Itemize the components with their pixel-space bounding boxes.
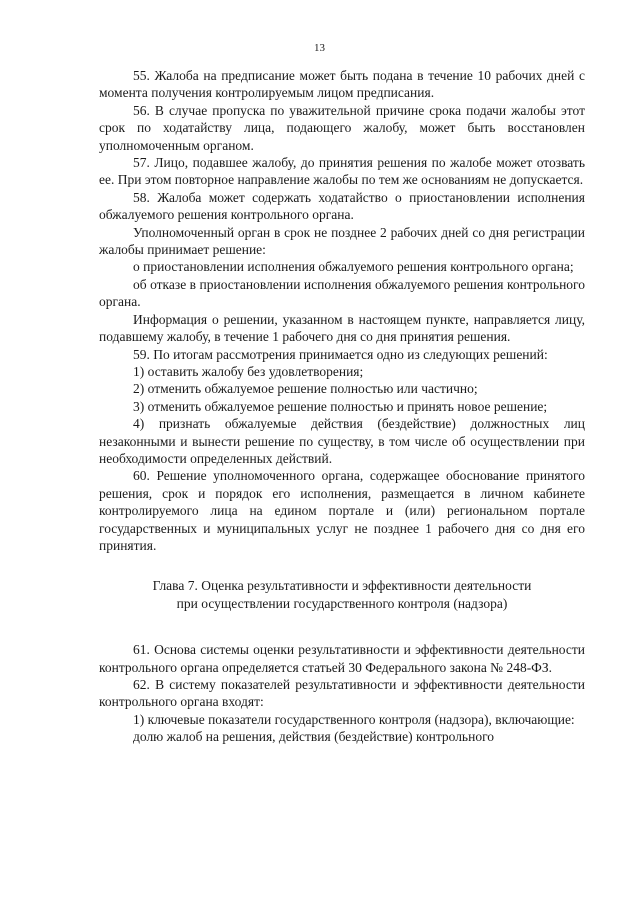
paragraph-58-option-refuse: об отказе в приостановлении исполнения обжалуемого решения контрольного органа. xyxy=(99,276,585,310)
paragraph-59: 59. По итогам рассмотрения принимается одно из следующих решений: xyxy=(133,346,548,362)
paragraph-58-decision-intro: Уполномоченный орган в срок не позднее 2 рабочих дней со дня регистрации жалобы принимает решение: xyxy=(99,224,585,258)
chapter-heading-line-2: при осуществлении государственного контроля (надзора) xyxy=(176,595,508,611)
paragraph-58: 58. Жалоба может содержать ходатайство о приостановлении исполнения обжалуемого решения контрольного органа. xyxy=(99,189,585,223)
paragraph-57: 57. Лицо, подавшее жалобу, до принятия решения по жалобе может отозвать ее. При этом повторное направление жалобы по тем же основаниям не допускается. xyxy=(99,155,585,188)
paragraph-60: 60. Решение уполномоченного органа, содержащее обоснование принятого решения, срок и порядок его исполнения, размещается в личном кабинете контролируемого лица на едином портале и (или) региональном портале государственных и муниципальных услуг не позднее 1 рабочего дня со дня его принятия. xyxy=(99,468,585,553)
paragraph-59-item-3: 3) отменить обжалуемое решение полностью и принять новое решение; xyxy=(133,398,548,414)
paragraph-59-item-1: 1) оставить жалобу без удовлетворения; xyxy=(133,363,364,379)
paragraph-59-item-2: 2) отменить обжалуемое решение полностью или частично; xyxy=(133,381,478,397)
paragraph-59-item-4: 4) признать обжалуемые действия (бездействие) должностных лиц незаконными и вынести решение по существу, в том числе об осуществлении при необходимости определенных действий. xyxy=(99,416,585,466)
chapter-heading xyxy=(99,577,585,612)
paragraph-58-option-suspend: о приостановлении исполнения обжалуемого решения контрольного органа; xyxy=(133,259,574,275)
paragraph-55: 55. Жалоба на предписание может быть подана в течение 10 рабочих дней с момента получения контролируемым лицом предписания. xyxy=(99,68,585,101)
paragraph-62-item-1-share: долю жалоб на решения, действия (бездействие) контрольного xyxy=(133,729,495,745)
page-number: 13 xyxy=(314,42,325,54)
paragraph-62-item-1: 1) ключевые показатели государственного контроля (надзора), включающие: xyxy=(133,711,575,727)
paragraph-62: 62. В систему показателей результативности и эффективности деятельности контрольного органа входят: xyxy=(99,677,585,710)
paragraph-58-notification: Информация о решении, указанном в настоящем пункте, направляется лицу, подавшему жалобу, в течение 1 рабочего дня со дня принятия решения. xyxy=(99,311,585,345)
paragraph-61: 61. Основа системы оценки результативности и эффективности деятельности контрольного органа определяется статьей 30 Федерального закона № 248-ФЗ. xyxy=(99,642,585,675)
document-body xyxy=(99,67,585,746)
chapter-heading-line-1: Глава 7. Оценка результативности и эффективности деятельности xyxy=(152,578,532,594)
paragraph-56: 56. В случае пропуска по уважительной причине срока подачи жалобы этот срок по ходатайству лица, подающего жалобу, может быть восстановлен уполномоченным органом. xyxy=(99,102,585,153)
